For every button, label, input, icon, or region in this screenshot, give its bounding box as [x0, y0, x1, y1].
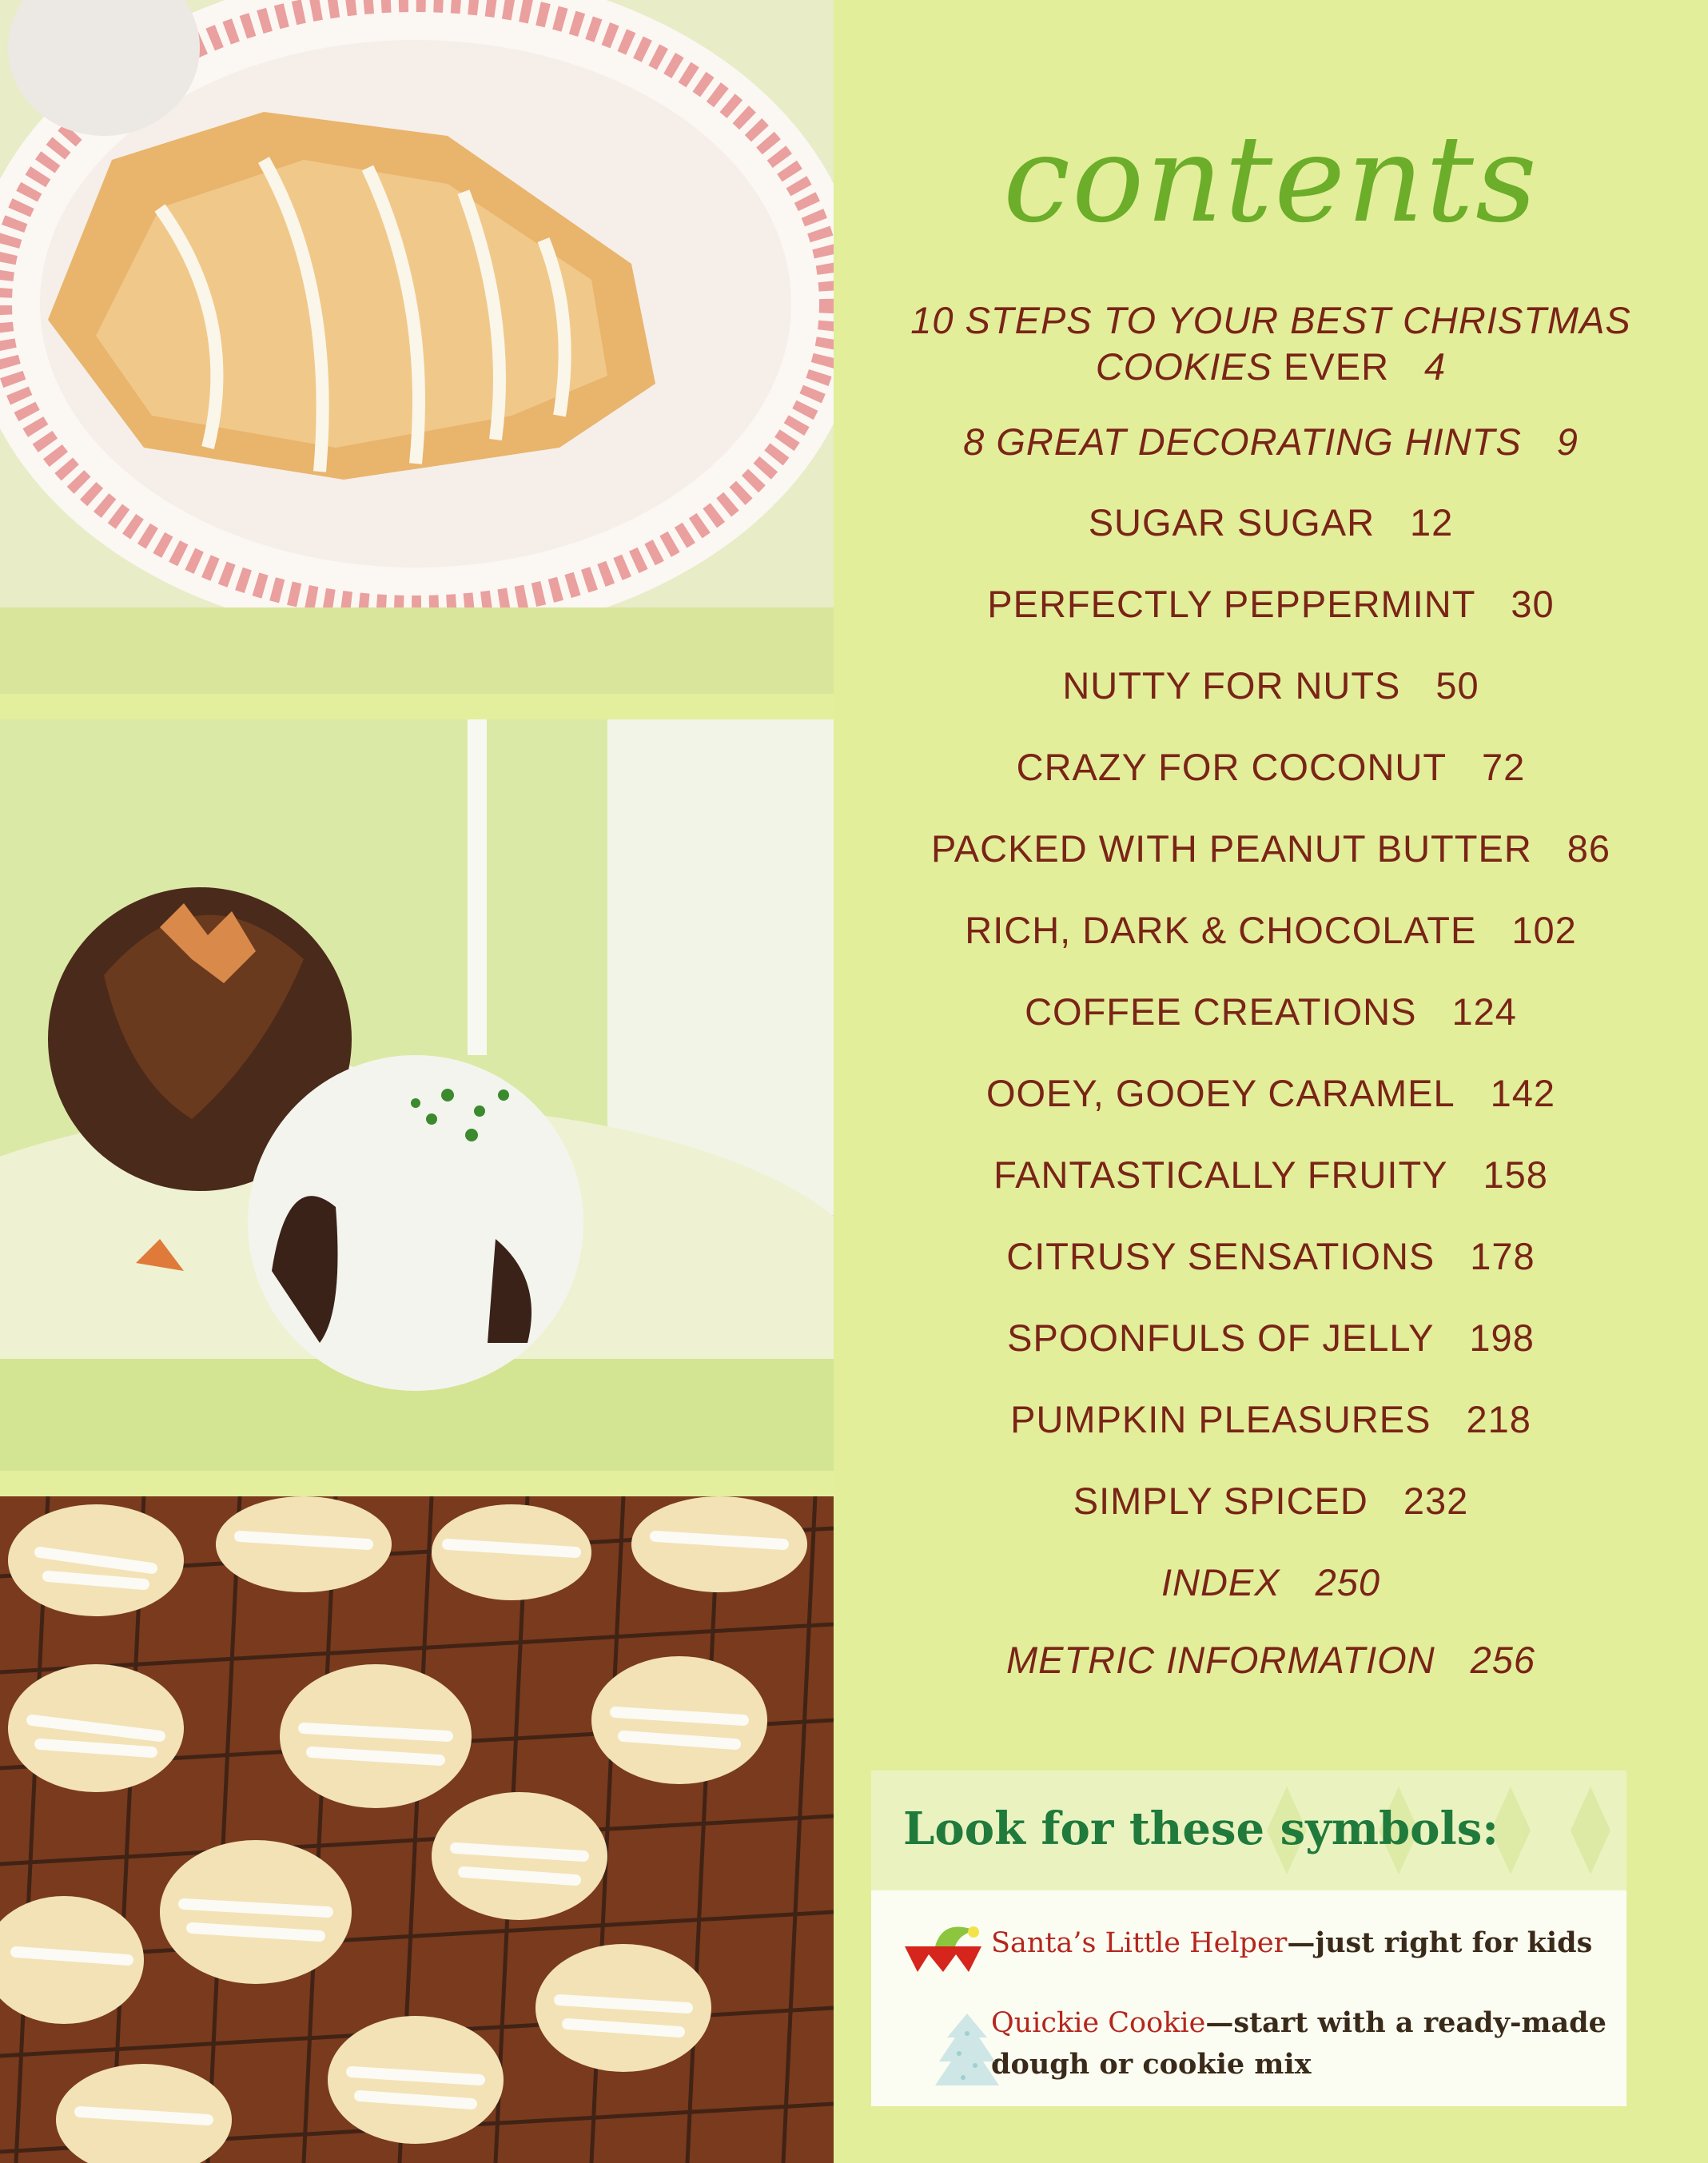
toc-item-label: 10 STEPS TO YOUR BEST CHRISTMAS — [910, 299, 1631, 341]
toc-item-page: 4 — [1424, 345, 1447, 388]
toc-item-label: NUTTY FOR NUTS — [1062, 664, 1401, 707]
toc-item-page: 102 — [1511, 909, 1577, 951]
toc-item-page: 86 — [1567, 827, 1611, 870]
toc-item-page: 178 — [1470, 1235, 1535, 1277]
toc-item[interactable] — [834, 500, 1708, 546]
toc-item[interactable] — [834, 1152, 1708, 1198]
toc-item-label: OOEY, GOOEY CARAMEL — [985, 1072, 1455, 1114]
toc-item-label: INDEX — [1161, 1561, 1280, 1603]
toc-item-label-italic: COOKIES — [1095, 345, 1272, 388]
toc-item[interactable] — [834, 1560, 1708, 1606]
toc-item-label: PACKED WITH PEANUT BUTTER — [930, 827, 1532, 870]
toc-item[interactable] — [834, 744, 1708, 791]
cookie-tree-icon — [935, 2006, 1015, 2093]
toc-item-label: CRAZY FOR COCONUT — [1016, 746, 1447, 788]
toc-item[interactable] — [834, 1070, 1708, 1117]
toc-item-page: 256 — [1470, 1639, 1536, 1681]
legend-item-desc: —start with a ready-made — [1205, 2006, 1606, 2039]
legend-item-quickie-cookie — [903, 2002, 1606, 2085]
toc-item-label: PERFECTLY PEPPERMINT — [987, 583, 1476, 625]
toc-item-page: 198 — [1469, 1317, 1535, 1359]
toc-item[interactable] — [834, 1396, 1708, 1443]
symbols-legend — [871, 1771, 1626, 2106]
toc-item-label: COFFEE CREATIONS — [1025, 990, 1417, 1033]
toc-item[interactable] — [834, 297, 1708, 390]
legend-item-desc: —just right for kids — [1287, 1926, 1593, 1959]
toc-item-page: 158 — [1483, 1153, 1548, 1196]
toc-item-page: 142 — [1490, 1072, 1556, 1114]
toc-item-page: 250 — [1315, 1561, 1381, 1603]
toc-item-page: 72 — [1482, 746, 1526, 788]
toc-item[interactable] — [834, 1315, 1708, 1361]
legend-item-name: Santa’s Little Helper — [991, 1927, 1288, 1959]
toc-item[interactable] — [834, 581, 1708, 627]
legend-title: Look for these symbols: — [903, 1802, 1499, 1855]
page-title: contents — [1003, 110, 1539, 249]
toc-item-label-plain: EVER — [1272, 345, 1390, 388]
toc-item[interactable] — [834, 663, 1708, 709]
legend-item-name: Quickie Cookie — [991, 2007, 1206, 2039]
toc-item-label: METRIC INFORMATION — [1005, 1639, 1435, 1681]
toc-item-label: SIMPLY SPICED — [1073, 1480, 1368, 1522]
cake-pops-illustration — [0, 719, 834, 1471]
toc-item[interactable] — [834, 989, 1708, 1035]
toc-item[interactable] — [834, 1637, 1708, 1683]
toc-item-page: 50 — [1435, 664, 1479, 707]
toc-item-page: 9 — [1556, 420, 1579, 463]
toc-item-label: CITRUSY SENSATIONS — [1006, 1235, 1435, 1277]
photo-cake-pops — [0, 719, 834, 1471]
toc-item-label: RICH, DARK & CHOCOLATE — [965, 909, 1477, 951]
toc-item-label: SPOONFULS OF JELLY — [1007, 1317, 1435, 1359]
toc-item-label: 8 GREAT DECORATING HINTS — [963, 420, 1522, 463]
toc-item[interactable] — [834, 826, 1708, 872]
cookie-bar-illustration — [0, 0, 834, 694]
toc-item-label-line2 — [834, 344, 1708, 390]
toc-item[interactable] — [834, 1478, 1708, 1524]
toc-item-label: PUMPKIN PLEASURES — [1010, 1398, 1431, 1440]
toc-item[interactable] — [834, 1233, 1708, 1280]
legend-item-desc-line2: dough or cookie mix — [991, 2048, 1312, 2081]
toc-item[interactable] — [834, 907, 1708, 954]
toc-item[interactable] — [834, 419, 1708, 465]
photo-iced-cookies-on-rack — [0, 1496, 834, 2163]
photo-cookie-bar-on-plate — [0, 0, 834, 694]
iced-cookies-illustration — [0, 1496, 834, 2163]
elf-hat-icon — [903, 1922, 983, 1978]
toc-item-page: 232 — [1403, 1480, 1469, 1522]
toc-item-label: FANTASTICALLY FRUITY — [993, 1153, 1448, 1196]
toc-item-page: 30 — [1511, 583, 1555, 625]
toc-item-page: 124 — [1451, 990, 1517, 1033]
toc-item-label: SUGAR SUGAR — [1088, 501, 1376, 544]
toc-item-page: 218 — [1466, 1398, 1531, 1440]
legend-item-santas-little-helper — [903, 1922, 1592, 1964]
toc-item-page: 12 — [1410, 501, 1454, 544]
